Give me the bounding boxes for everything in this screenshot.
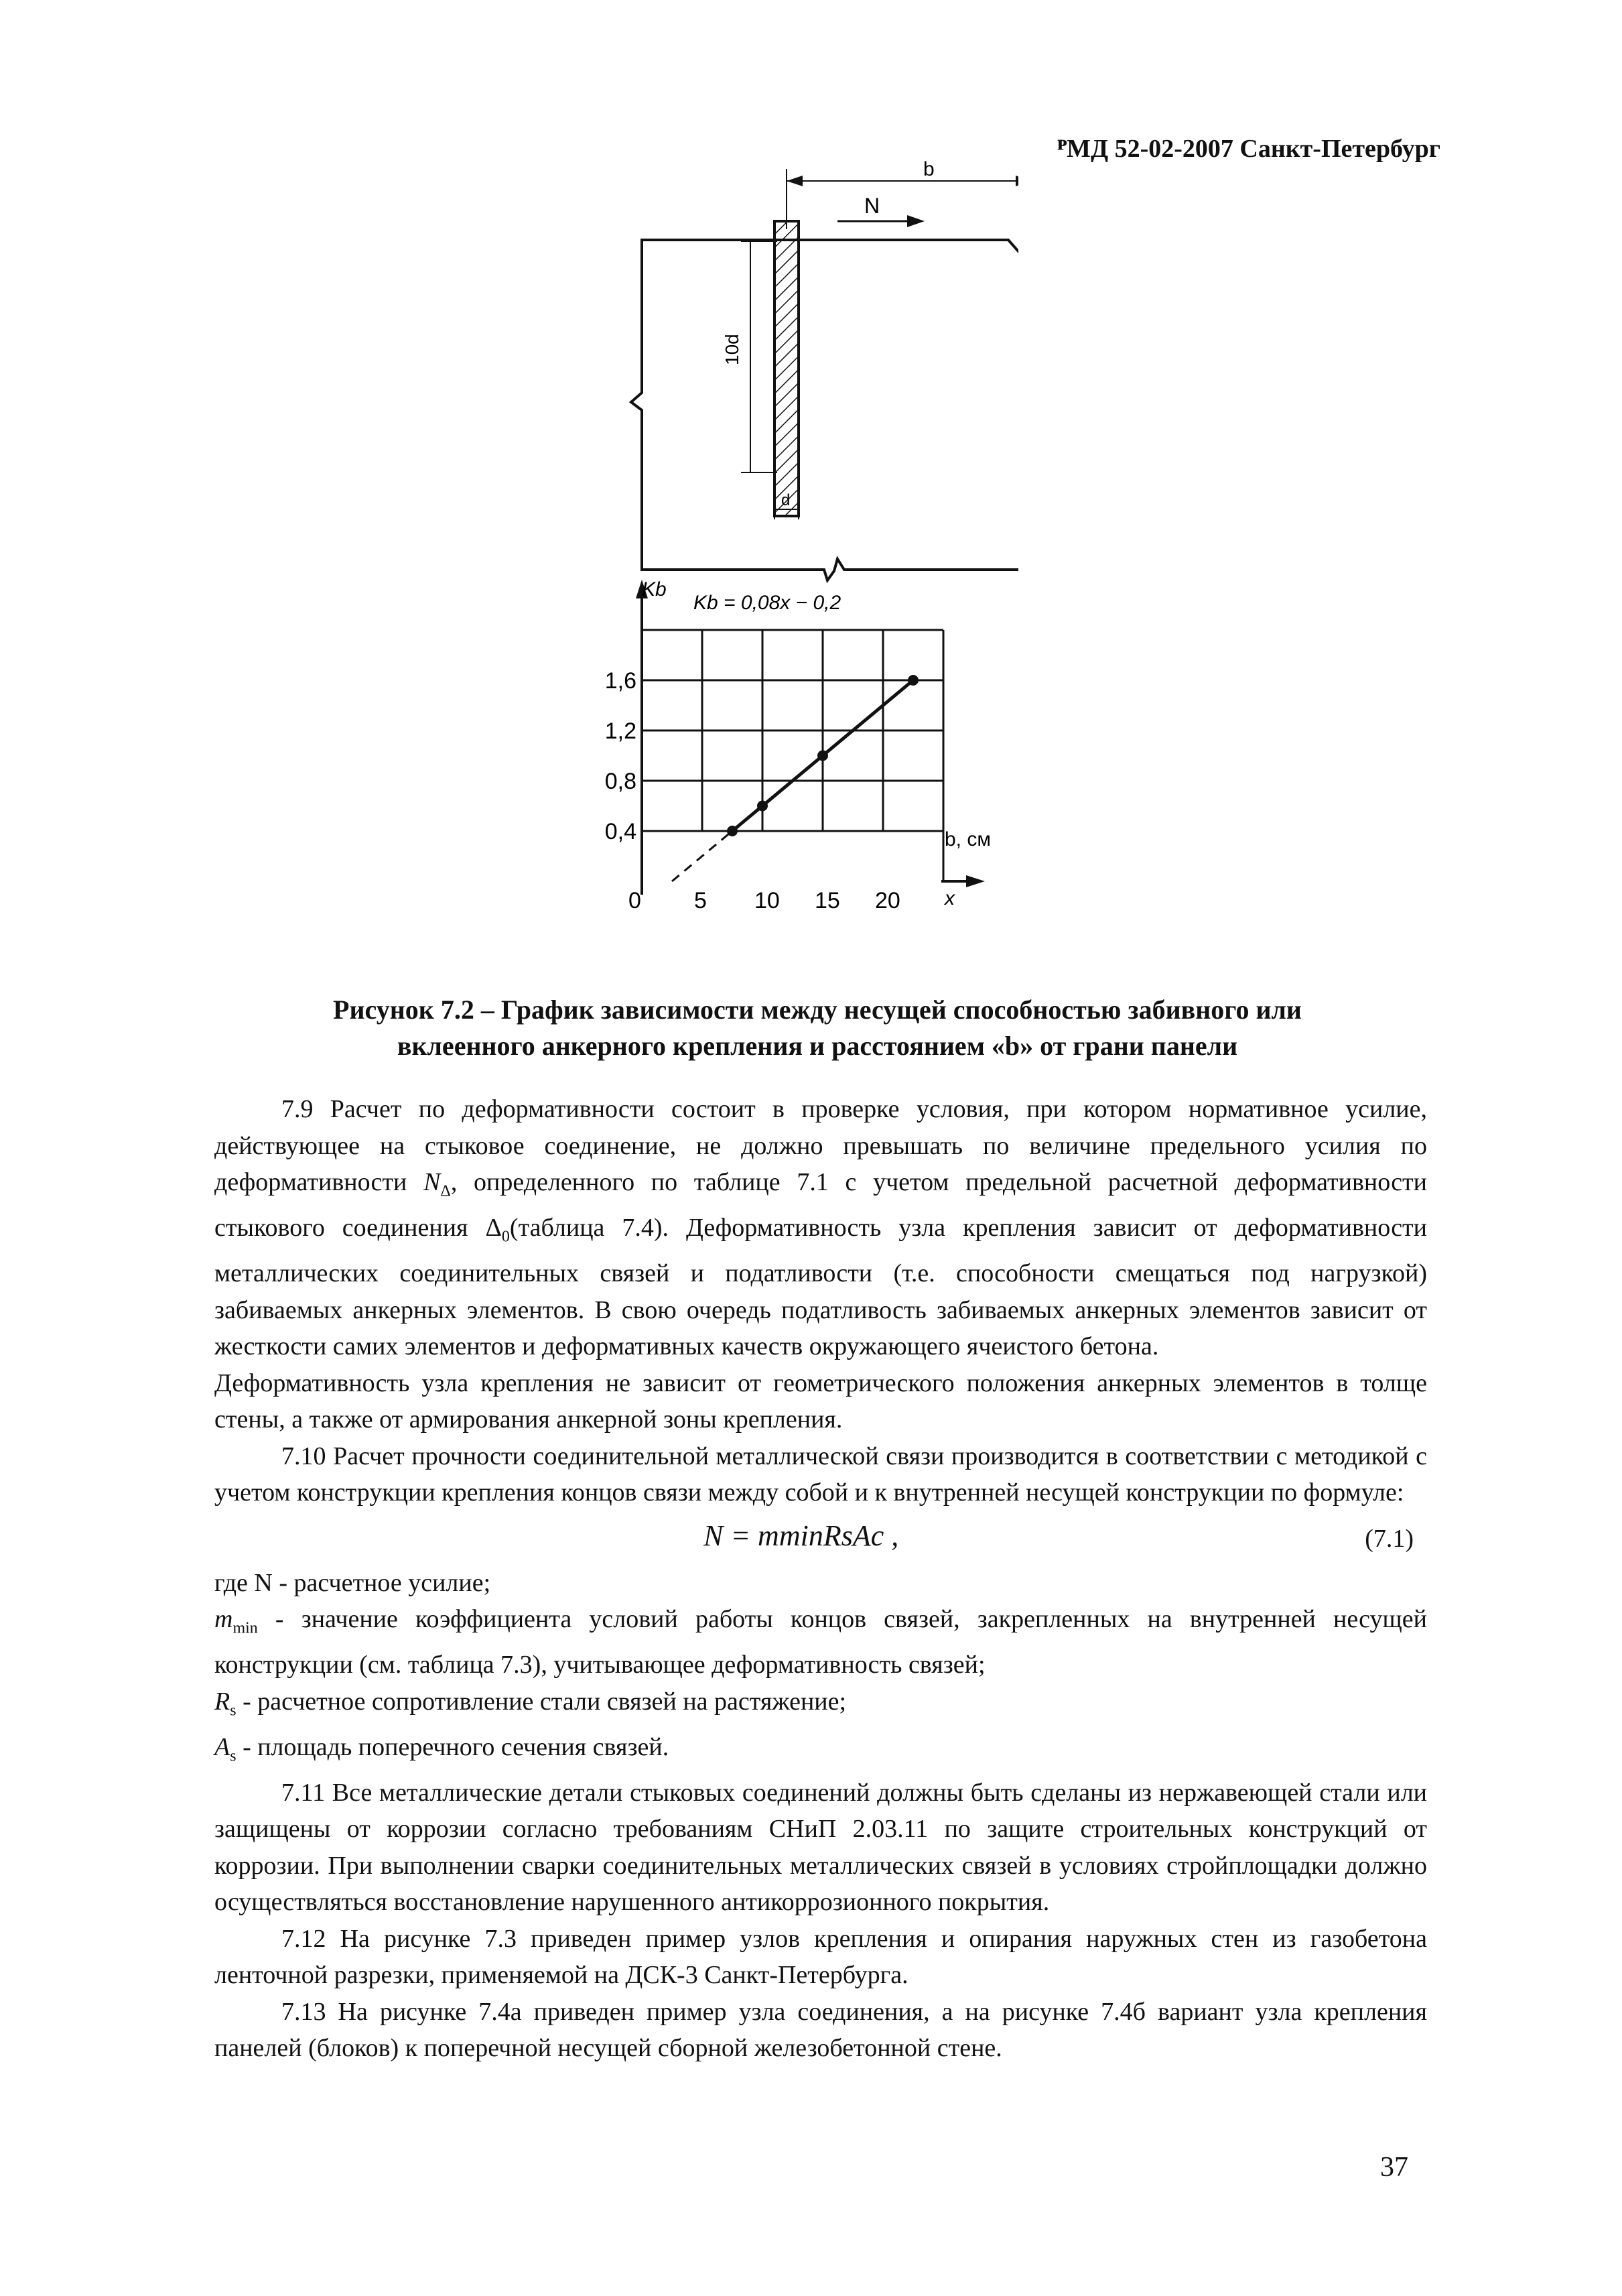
symbol-A: A	[214, 1732, 230, 1761]
x-axis-arrow	[966, 875, 985, 887]
p79-text-a: 7.9 Расчет по деформативности состоит в проверке условия, при котором нормативное усилие, действующее на стыковое соединение, не должно превышать по величине предельного усилия по деформативности	[214, 1095, 1427, 1196]
p79-text-c: (таблица 7.4). Деформативность узла крепления зависит от деформативности металлических соединительных связей и податливости (т.е. способности смещаться под нагрузкой) забиваемых анкерных элементов. В свою очередь податливость забиваемых анкерных элементов зависит от жесткости самих элементов и деформативных качеств окружающего ячеистого бетона.	[214, 1214, 1428, 1361]
def-m	[214, 1601, 1427, 1683]
document-header: ᴾМД 52-02-2007 Санкт-Петербург	[1057, 135, 1440, 163]
formula-expression: N = mminRsAc ,	[703, 1519, 899, 1552]
symbol-A-sub: s	[230, 1747, 236, 1765]
data-point	[908, 675, 919, 686]
anchor-rod	[774, 221, 799, 516]
paragraph-7-11: 7.11 Все металлические детали стыковых соединений должны быть сделаны из нержавеющей стали или защищены от коррозии согласно требованиям СНиП 2.03.11 по защите строительных конструкций от коррозии. При выполнении сварки соединительных металлических связей в условиях стройплощадки должно осуществляться восстановление нарушенного антикоррозионного покрытия.	[214, 1778, 1427, 1917]
body-text	[214, 1091, 1427, 2067]
y-axis-label: Kb	[642, 578, 667, 600]
figure-caption	[214, 992, 1420, 1064]
def-m-text: - значение коэффициента условий работы концов связей, закрепленных на внутренней несущей конструкции (см. таблица 7.3), учитывающее деформативность связей;	[214, 1605, 1427, 1679]
x-unit-label: b, см	[945, 828, 991, 850]
x-axis-label: x	[945, 887, 955, 909]
data-point	[817, 751, 828, 761]
symbol-m-sub: min	[232, 1619, 258, 1637]
label-10d: 10d	[722, 334, 742, 365]
paragraph-7-9	[214, 1091, 1427, 1365]
paragraph-7-10: 7.10 Расчет прочности соединительной металлической связи производится в соответствии с методикой с учетом конструкции крепления концов связи между собой и к внутренней несущей конструкции по формуле:	[214, 1442, 1427, 1507]
formula-number: (7.1)	[1365, 1524, 1414, 1553]
y-tick-labels	[605, 668, 636, 844]
y-tick-label: 0,4	[604, 819, 636, 844]
paragraph-7-9-cont: Деформативность узла крепления не зависит от геометрического положения анкерных элементов в толще стены, а также от армирования анкерной зоны крепления.	[214, 1368, 1427, 1434]
formula-7-1	[214, 1514, 1427, 1562]
def-A	[214, 1729, 1427, 1775]
x-tick-label: 10	[754, 888, 780, 913]
x-tick-label: 15	[815, 888, 840, 913]
figure-7-2	[590, 147, 1018, 938]
label-N: N	[864, 194, 880, 218]
symbol-R-sub: s	[230, 1702, 236, 1720]
chart-grid	[642, 630, 943, 831]
symbol-delta-sub: 0	[501, 1228, 510, 1246]
def-R	[214, 1683, 1427, 1729]
symbol-delta: Δ	[485, 1214, 502, 1242]
p79-text-b: , определенного по таблице 7.1 с учетом предельной расчетной деформативности стыкового соединения	[214, 1168, 1428, 1242]
x-tick-label: 0	[628, 888, 641, 913]
kb-chart	[605, 578, 991, 913]
def-R-text: - расчетное сопротивление стали связей на растяжение;	[236, 1687, 847, 1716]
chart-axes	[636, 580, 985, 895]
caption-line-2: вклеенного анкерного крепления и расстоянием «b» от грани панели	[397, 1031, 1238, 1061]
chart-formula: Kb = 0,08x − 0,2	[693, 592, 841, 614]
symbol-N-sub: Δ	[440, 1182, 451, 1200]
panel-diagram	[631, 168, 1018, 580]
label-d: d	[781, 491, 791, 509]
paragraph-7-12: 7.12 На рисунке 7.3 приведен пример узлов крепления и опирания наружных стен из газобетона ленточной разрезки, применяемой на ДСК-3 Санкт-Петербурга.	[214, 1924, 1427, 1990]
data-point	[757, 801, 768, 812]
x-tick-label: 5	[694, 888, 707, 913]
y-tick-label: 0,8	[604, 769, 636, 794]
x-tick-labels	[628, 888, 900, 913]
extrapolation-line	[672, 831, 732, 881]
symbol-R: R	[214, 1687, 230, 1716]
y-tick-label: 1,2	[604, 718, 636, 744]
caption-line-1: Рисунок 7.2 – График зависимости между несущей способностью забивного или	[333, 995, 1302, 1025]
where-N: где N - расчетное усилие;	[214, 1568, 491, 1597]
panel-outline	[631, 240, 1018, 580]
data-point	[727, 826, 738, 836]
label-b: b	[923, 158, 935, 180]
y-tick-label: 1,6	[604, 668, 636, 694]
symbol-m: m	[214, 1605, 233, 1634]
x-tick-label: 20	[875, 888, 900, 913]
symbol-N: N	[423, 1168, 441, 1196]
def-A-text: - площадь поперечного сечения связей.	[236, 1732, 669, 1761]
figure-svg	[590, 147, 1018, 938]
paragraph-7-13: 7.13 На рисунке 7.4а приведен пример узла соединения, а на рисунке 7.4б вариант узла крепления панелей (блоков) к поперечной несущей сборной железобетонной стене.	[214, 1997, 1427, 2063]
page-number: 37	[1380, 2152, 1408, 2183]
